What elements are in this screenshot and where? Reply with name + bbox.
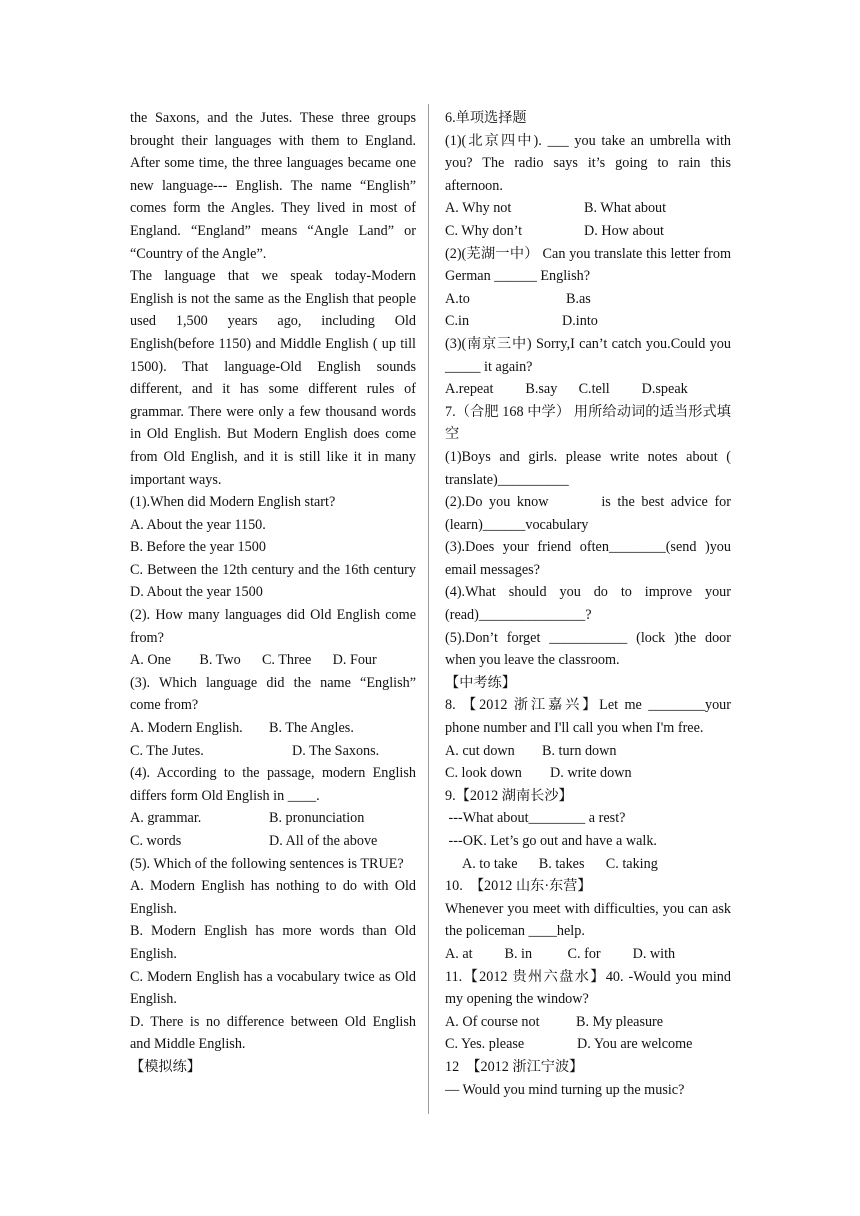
s6-option-2c: C.in: [445, 313, 470, 330]
option-5c: C. Modern English has a vocabulary twice as Old English.: [130, 968, 416, 1008]
s6-option-1d: D. How about: [584, 222, 664, 239]
option-5d: D. There is no difference between Old English and Middle English.: [130, 1013, 416, 1053]
options-3-row-2: [130, 740, 416, 763]
option-1cd: C. Between the 12th century and the 16th century D. About the year 1500: [130, 561, 416, 601]
option-1a: A. About the year 1150.: [130, 516, 266, 533]
section-heading-practice: 【模拟练】: [130, 1058, 201, 1075]
s6-option-2a: A.to: [445, 290, 470, 307]
question-8: 8. 【2012 浙江嘉兴】Let me ________your phone number and I'll call you when I'm free.: [445, 697, 731, 737]
options-4-row-2: [130, 830, 416, 853]
option-3d: D. The Saxons.: [292, 742, 380, 759]
s6-option-2d: D.into: [562, 313, 598, 330]
option-4c: C. words: [130, 833, 182, 849]
option-1b: B. Before the year 1500: [130, 539, 266, 556]
section-7-title: 7.（合肥 168 中学） 用所给动词的适当形式填空: [445, 403, 731, 443]
option-11c: C. Yes. please: [445, 1036, 525, 1053]
option-11a: A. Of course not: [445, 1013, 540, 1030]
option-4b: B. pronunciation: [269, 810, 365, 827]
column-divider: [428, 104, 429, 1114]
question-11: 11.【2012 贵州六盘水】40. -Would you mind my opening the window?: [445, 968, 731, 1008]
passage-paragraph-1: the Saxons, and the Jutes. These three groups brought their languages with them to England. After some time, the three languages became one new language--- English. The name “English” comes form the Angles. They lived in most of England. “England” means “Angle Land” or “Country of the Angle”.: [130, 110, 416, 262]
option-8b: B. turn down: [542, 742, 617, 759]
left-column: [130, 107, 416, 1079]
option-8a: A. cut down: [445, 742, 515, 759]
s6-option-1a: A. Why not: [445, 200, 512, 217]
option-8d: D. write down: [550, 765, 632, 782]
question-9-line-2: ---OK. Let’s go out and have a walk.: [445, 833, 657, 849]
s6-option-2b: B.as: [566, 290, 591, 307]
question-10-header: 10. 【2012 山东·东营】: [445, 878, 592, 895]
option-4d: D. All of the above: [269, 833, 378, 849]
option-3b: B. The Angles.: [269, 720, 354, 737]
options-10: A. at B. in C. for D. with: [445, 945, 676, 962]
s7-question-2: (2).Do you know is the best advice for (learn)______vocabulary: [445, 494, 735, 533]
options-8-row-2: [445, 762, 731, 785]
question-12-header: 12 【2012 浙江宁波】: [445, 1058, 584, 1075]
option-5a: A. Modern English has nothing to do with Old English.: [130, 878, 416, 917]
options-4-row-1: [130, 807, 416, 830]
question-12: — Would you mind turning up the music?: [445, 1081, 685, 1098]
s6-options-1-row-2: [445, 220, 731, 243]
option-3a: A. Modern English.: [130, 720, 243, 737]
option-5b: B. Modern English has more words than Old English.: [130, 923, 416, 962]
question-1: (1).When did Modern English start?: [130, 494, 336, 511]
options-2: A. One B. Two C. Three D. Four: [130, 652, 377, 669]
options-11-row-2: [445, 1033, 731, 1056]
s7-question-3: (3).Does your friend often________(send )you email messages?: [445, 539, 731, 578]
s7-question-1: (1)Boys and girls. please write notes about ( translate)__________: [445, 448, 731, 488]
question-9-line-1: ---What about________ a rest?: [445, 810, 626, 827]
question-9-header: 9.【2012 湖南长沙】: [445, 787, 573, 804]
options-11-row-1: [445, 1011, 731, 1034]
question-2: (2). How many languages did Old English come from?: [130, 607, 416, 646]
s7-question-4: (4).What should you do to improve your (read)_______________?: [445, 584, 731, 624]
s6-option-1b: B. What about: [584, 200, 667, 217]
options-9: A. to take B. takes C. taking: [445, 855, 658, 872]
option-11d: D. You are welcome: [577, 1036, 693, 1053]
s6-options-2-row-2: [445, 310, 731, 333]
s6-options-1-row-1: [445, 197, 731, 220]
options-3-row-1: [130, 717, 416, 740]
option-3c: C. The Jutes.: [130, 742, 204, 759]
s6-question-1: (1)(北京四中). ___ you take an umbrella with you? The radio says it’s going to rain this afternoon.: [445, 132, 731, 194]
question-10: Whenever you meet with difficulties, you can ask the policeman ____help.: [445, 900, 731, 940]
option-11b: B. My pleasure: [576, 1013, 664, 1030]
question-4: (4). According to the passage, modern English differs form Old English in ____.: [130, 765, 416, 804]
s6-question-2: (2)(芜湖一中） Can you translate this letter from German ______ English?: [445, 245, 731, 285]
question-5: (5). Which of the following sentences is TRUE?: [130, 855, 404, 872]
option-8c: C. look down: [445, 765, 522, 782]
s6-option-1c: C. Why don’t: [445, 222, 523, 239]
s6-question-3: (3)(南京三中) Sorry,I can’t catch you.Could you _____ it again?: [445, 335, 731, 375]
section-heading-exam: 【中考练】: [445, 674, 516, 691]
passage-paragraph-2: The language that we speak today-Modern English is not the same as the English that people used 1,500 years ago, including Old English(before 1150) and Middle English ( up till 1500). That language-Old English sounds different, and it has some different rules of grammar. There were only a few thousand words in Old English. But Modern English does come from Old English, and it is still like it in many important ways.: [130, 268, 416, 488]
question-3: (3). Which language did the name “English” come from?: [130, 674, 416, 714]
options-8-row-1: [445, 740, 731, 763]
s6-options-3: A.repeat B.say C.tell D.speak: [445, 381, 688, 398]
section-6-title: 6.单项选择题: [445, 110, 527, 126]
right-column: [445, 107, 735, 1101]
s7-question-5: (5).Don’t forget ___________ (lock )the door when you leave the classroom.: [445, 629, 731, 669]
option-4a: A. grammar.: [130, 810, 202, 827]
s6-options-2-row-1: [445, 288, 731, 311]
